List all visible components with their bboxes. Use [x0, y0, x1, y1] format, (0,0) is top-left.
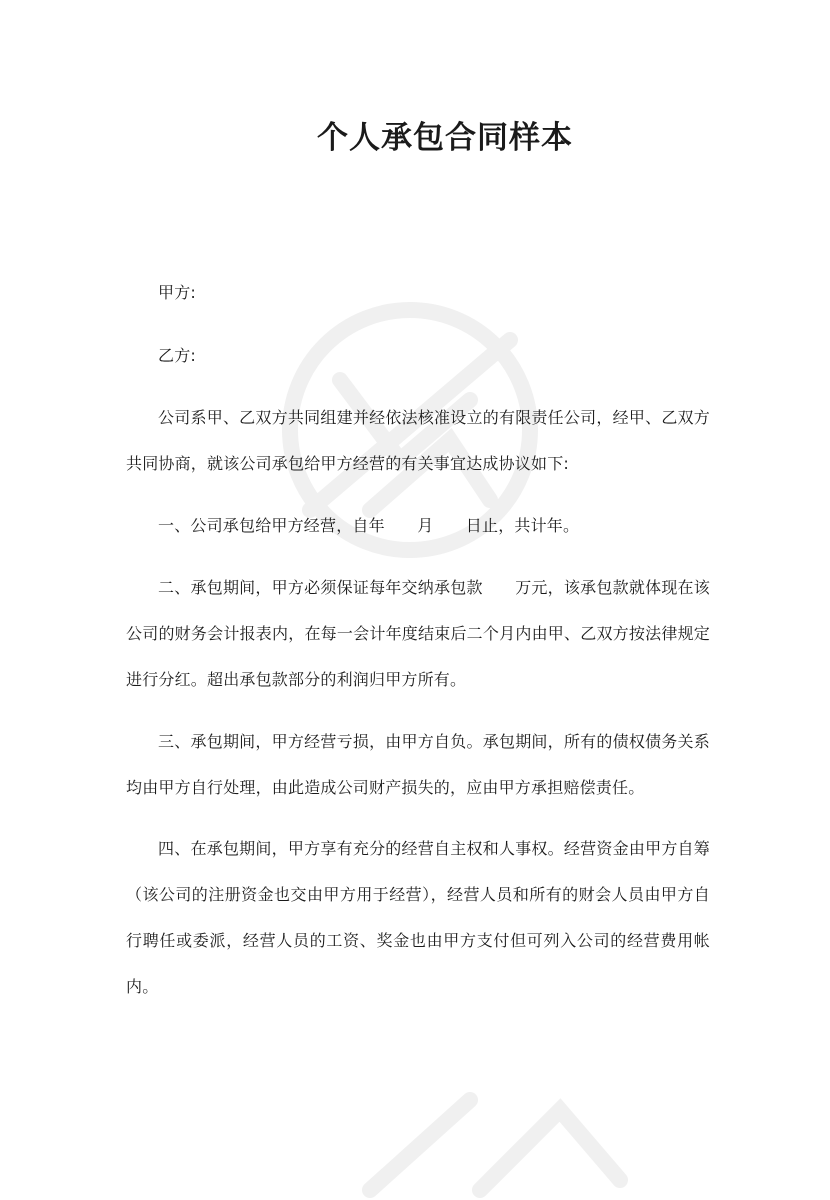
- clause-2: 二、承包期间，甲方必须保证每年交纳承包款 万元，该承包款就体现在该公司的财务会计报表内，在每一会计年度结束后二个月内由甲、乙双方按法律规定进行分红。超出承包款部分的利润归甲方所有。: [126, 578, 710, 689]
- page-title: 个人承包合同样本: [317, 120, 573, 156]
- intro-paragraph: 公司系甲、乙双方共同组建并经依法核准设立的有限责任公司，经甲、乙双方共同协商，就该公司承包给甲方经营的有关事宜达成协议如下:: [126, 408, 710, 473]
- watermark-logo-bottom: [330, 1080, 650, 1200]
- clause-1: 一、公司承包给甲方经营，自年 月 日止，共计年。: [158, 516, 580, 535]
- party-a-line: 甲方:: [158, 283, 196, 302]
- clause-3: 三、承包期间，甲方经营亏损，由甲方自负。承包期间，所有的债权债务关系均由甲方自行处理，由此造成公司财产损失的，应由甲方承担赔偿责任。: [126, 732, 710, 797]
- party-b-line: 乙方:: [158, 346, 196, 365]
- clause-4: 四、在承包期间，甲方享有充分的经营自主权和人事权。经营资金由甲方自筹（该公司的注册资金也交由甲方用于经营），经营人员和所有的财会人员由甲方自行聘任或委派，经营人员的工资、奖金也由甲方支付但可列入公司的经营费用帐内。: [126, 839, 710, 996]
